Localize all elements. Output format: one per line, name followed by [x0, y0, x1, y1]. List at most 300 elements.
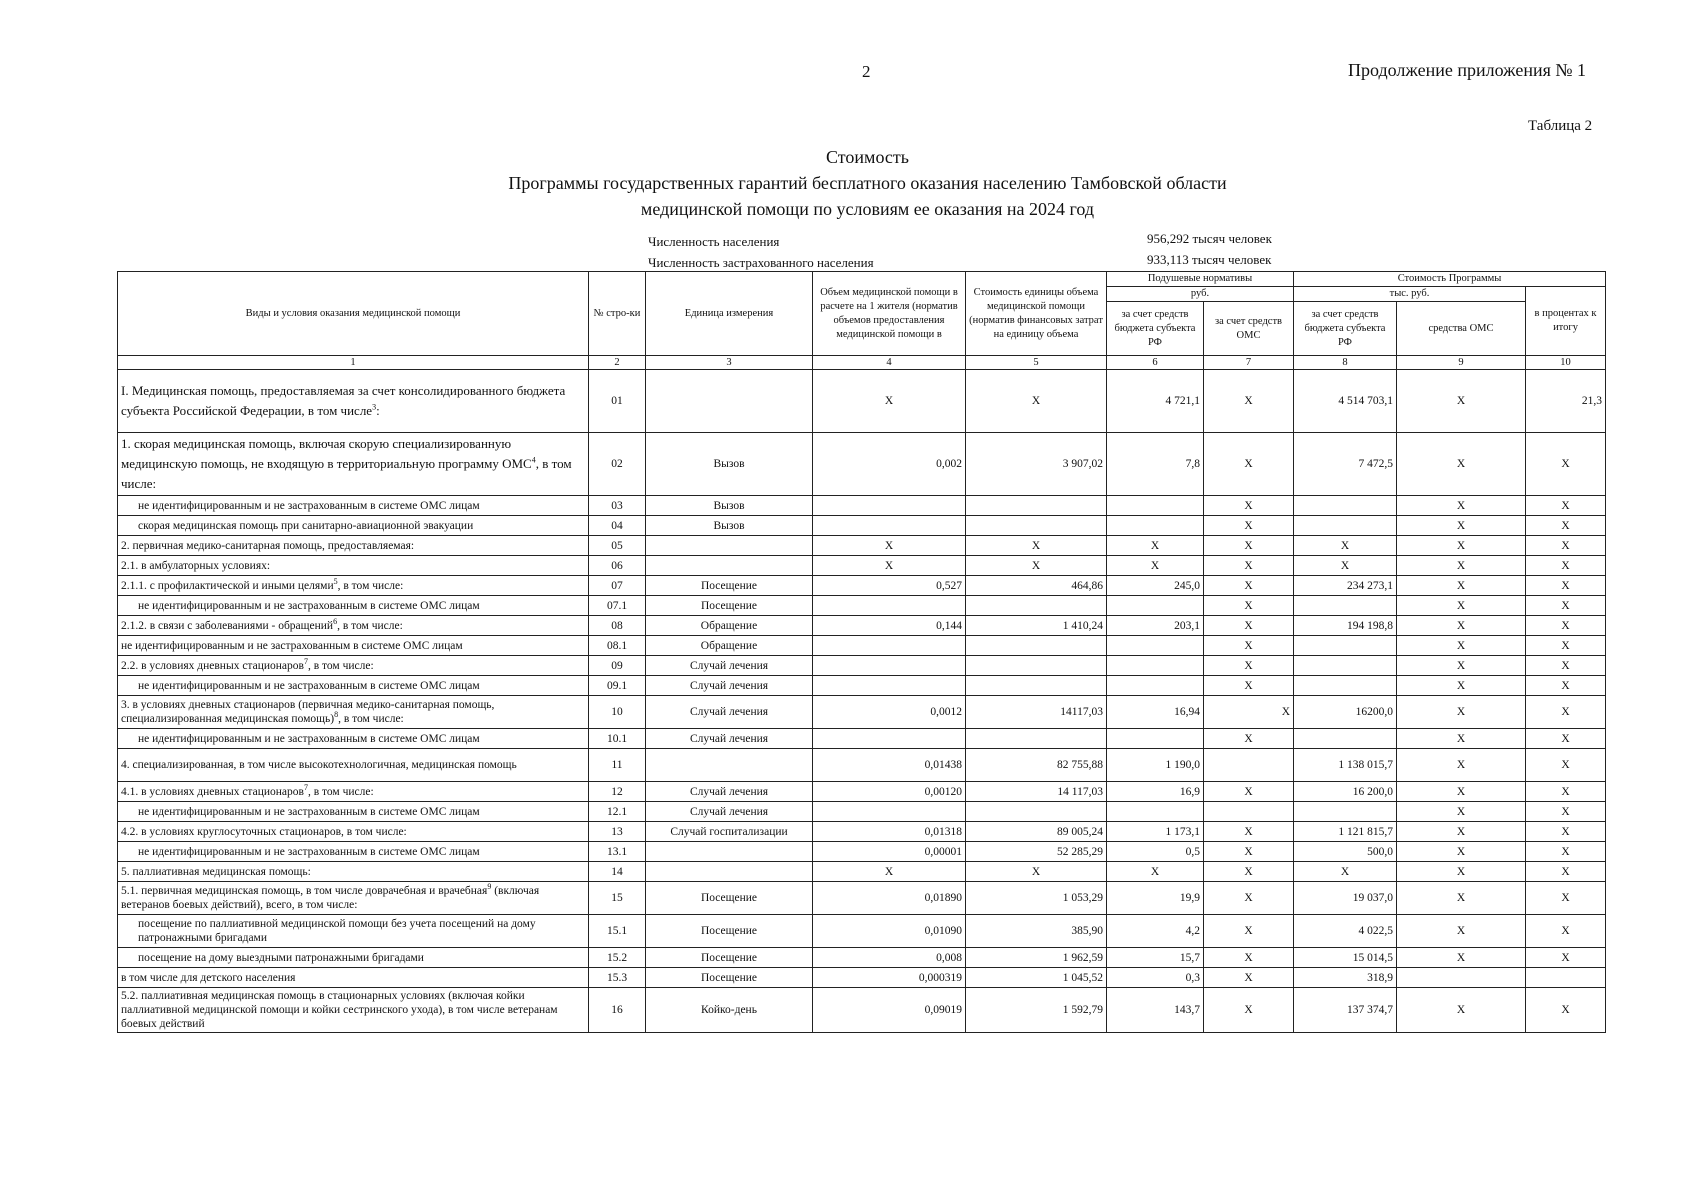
row-unit-cost: 464,86	[966, 576, 1107, 596]
table-row	[118, 842, 1606, 862]
row-volume	[813, 729, 966, 749]
table-row	[118, 616, 1606, 636]
row-cost-oms: X	[1397, 576, 1526, 596]
row-name	[118, 576, 589, 596]
row-unit-cost: X	[966, 862, 1107, 882]
row-name	[118, 536, 589, 556]
row-cost-budget: 4 514 703,1	[1294, 370, 1397, 433]
row-cost-budget: 1 121 815,7	[1294, 822, 1397, 842]
row-cost-budget	[1294, 636, 1397, 656]
row-unit	[646, 556, 813, 576]
row-cost-oms: X	[1397, 988, 1526, 1033]
table-row	[118, 988, 1606, 1033]
row-norm-oms	[1204, 749, 1294, 782]
table-row	[118, 576, 1606, 596]
row-volume	[813, 656, 966, 676]
population-label: Численность населения	[648, 234, 780, 249]
row-name	[118, 596, 589, 616]
row-line-number: 15	[589, 882, 646, 915]
insured-population-value: 933,113 тысяч человек	[1147, 252, 1272, 267]
row-cost-oms: X	[1397, 948, 1526, 968]
row-unit-cost: X	[966, 370, 1107, 433]
row-name	[118, 676, 589, 696]
row-line-number: 12	[589, 782, 646, 802]
row-norm-oms: X	[1204, 915, 1294, 948]
row-line-number: 07	[589, 576, 646, 596]
row-volume	[813, 802, 966, 822]
row-norm-budget: 203,1	[1107, 616, 1204, 636]
row-unit-cost	[966, 596, 1107, 616]
table-row	[118, 516, 1606, 536]
col-header-group-norms: Подушевые нормативы	[1107, 272, 1294, 287]
col-header-volume: Объем медицинской помощи в расчете на 1 жителя (норматив объемов предоставления медицинской помощи в	[813, 272, 966, 356]
row-name	[118, 370, 589, 433]
row-unit: Посещение	[646, 596, 813, 616]
row-volume	[813, 636, 966, 656]
row-name	[118, 616, 589, 636]
row-norm-budget	[1107, 656, 1204, 676]
row-volume: 0,527	[813, 576, 966, 596]
row-cost-oms: X	[1397, 496, 1526, 516]
row-volume: 0,144	[813, 616, 966, 636]
row-norm-oms: X	[1204, 696, 1294, 729]
row-line-number: 09	[589, 656, 646, 676]
row-name	[118, 433, 589, 496]
col-header-norms-unit: руб.	[1107, 287, 1294, 302]
table-row	[118, 948, 1606, 968]
row-cost-budget	[1294, 516, 1397, 536]
row-name	[118, 988, 589, 1033]
table-row	[118, 596, 1606, 616]
row-percent: X	[1526, 948, 1606, 968]
table-number: Таблица 2	[1528, 118, 1593, 134]
table-row	[118, 968, 1606, 988]
row-unit-cost: 3 907,02	[966, 433, 1107, 496]
row-norm-oms: X	[1204, 782, 1294, 802]
row-percent: X	[1526, 576, 1606, 596]
row-unit: Вызов	[646, 433, 813, 496]
row-percent: X	[1526, 556, 1606, 576]
row-norm-budget	[1107, 516, 1204, 536]
row-unit-cost	[966, 516, 1107, 536]
row-percent: 21,3	[1526, 370, 1606, 433]
row-percent: X	[1526, 882, 1606, 915]
table-row	[118, 862, 1606, 882]
row-cost-oms: X	[1397, 556, 1526, 576]
row-norm-oms: X	[1204, 433, 1294, 496]
row-cost-oms: X	[1397, 915, 1526, 948]
column-number: 2	[589, 356, 646, 370]
row-cost-oms: X	[1397, 516, 1526, 536]
row-norm-oms: X	[1204, 676, 1294, 696]
row-name-tail: , в том числе:	[307, 659, 374, 672]
row-unit-cost: 14 117,03	[966, 782, 1107, 802]
row-norm-budget: 143,7	[1107, 988, 1204, 1033]
row-norm-oms: X	[1204, 968, 1294, 988]
row-volume: 0,09019	[813, 988, 966, 1033]
row-name-text: 4. специализированная, в том числе высокотехнологичная, медицинская помощь	[121, 759, 517, 771]
row-norm-budget: 1 173,1	[1107, 822, 1204, 842]
insured-population-label: Численность застрахованного населения	[648, 255, 874, 270]
row-cost-oms: X	[1397, 676, 1526, 696]
row-name-tail: :	[376, 403, 380, 418]
row-unit: Посещение	[646, 576, 813, 596]
table-row	[118, 822, 1606, 842]
table-body	[118, 370, 1606, 1033]
col-header-percent: в процентах к итогу	[1526, 287, 1606, 356]
row-norm-oms: X	[1204, 536, 1294, 556]
row-name-text: не идентифицированным и не застрахованным в системе ОМС лицам	[138, 845, 480, 858]
row-volume	[813, 676, 966, 696]
row-line-number: 14	[589, 862, 646, 882]
row-norm-budget: 16,94	[1107, 696, 1204, 729]
row-norm-budget	[1107, 636, 1204, 656]
annex-label: Продолжение приложения № 1	[1348, 60, 1587, 80]
row-name	[118, 822, 589, 842]
row-unit: Случай госпитализации	[646, 822, 813, 842]
table-row	[118, 915, 1606, 948]
row-norm-budget: X	[1107, 556, 1204, 576]
row-percent: X	[1526, 496, 1606, 516]
row-line-number: 03	[589, 496, 646, 516]
footnote-mark: 8	[334, 710, 339, 720]
footnote-mark: 5	[333, 576, 338, 586]
footnote-mark: 7	[303, 656, 308, 666]
row-norm-budget: 0,3	[1107, 968, 1204, 988]
row-name-text: 5.2. паллиативная медицинская помощь в стационарных условиях (включая койки паллиативной медицинской помощи и койки сестринского ухода), в том числе ветеранам боевых действий	[121, 990, 558, 1030]
page-number: 2	[862, 62, 871, 81]
row-volume: X	[813, 556, 966, 576]
row-name	[118, 636, 589, 656]
row-unit-cost: 1 962,59	[966, 948, 1107, 968]
row-name	[118, 862, 589, 882]
col-header-type: Виды и условия оказания медицинской помощи	[118, 272, 589, 356]
row-cost-budget	[1294, 676, 1397, 696]
row-name-text: 1. скорая медицинская помощь, включая скорую специализированную медицинскую помощь, не входящую в территориальную программу ОМС	[121, 436, 532, 471]
row-norm-oms: X	[1204, 370, 1294, 433]
row-cost-budget	[1294, 656, 1397, 676]
row-name-text: не идентифицированным и не застрахованным в системе ОМС лицам	[121, 639, 463, 652]
row-name-tail: , в том числе:	[338, 713, 404, 725]
row-volume: 0,01438	[813, 749, 966, 782]
row-volume: 0,0012	[813, 696, 966, 729]
row-percent: X	[1526, 842, 1606, 862]
col-header-norm-oms: за счет средств ОМС	[1204, 302, 1294, 356]
footnote-mark: 6	[333, 616, 338, 626]
row-name-text: 2.2. в условиях дневных стационаров	[121, 659, 304, 672]
row-unit-cost: 1 053,29	[966, 882, 1107, 915]
row-percent: X	[1526, 988, 1606, 1033]
col-header-unit-cost: Стоимость единицы объема медицинской помощи (норматив финансовых затрат на единицу объема	[966, 272, 1107, 356]
row-norm-oms: X	[1204, 556, 1294, 576]
row-cost-budget: 318,9	[1294, 968, 1397, 988]
row-name	[118, 968, 589, 988]
row-unit: Обращение	[646, 636, 813, 656]
row-name	[118, 516, 589, 536]
row-name-text: посещение на дому выездными патронажными бригадами	[138, 951, 424, 964]
row-unit: Койко-день	[646, 988, 813, 1033]
row-unit-cost: X	[966, 536, 1107, 556]
row-cost-oms: X	[1397, 822, 1526, 842]
row-percent: X	[1526, 616, 1606, 636]
row-name-text: 5.1. первичная медицинская помощь, в том числе доврачебная и врачебная	[121, 885, 488, 897]
row-line-number: 15.2	[589, 948, 646, 968]
row-line-number: 13	[589, 822, 646, 842]
table-row	[118, 370, 1606, 433]
col-header-cost-budget: за счет средств бюджета субъекта РФ	[1294, 302, 1397, 356]
row-unit-cost: 385,90	[966, 915, 1107, 948]
row-cost-budget: 234 273,1	[1294, 576, 1397, 596]
row-norm-oms: X	[1204, 616, 1294, 636]
row-unit-cost	[966, 729, 1107, 749]
row-norm-oms: X	[1204, 882, 1294, 915]
row-name-text: не идентифицированным и не застрахованным в системе ОМС лицам	[138, 679, 480, 692]
col-header-line: № стро-ки	[589, 272, 646, 356]
row-norm-budget: X	[1107, 862, 1204, 882]
row-name-text: 4.1. в условиях дневных стационаров	[121, 785, 304, 798]
row-cost-budget: 16 200,0	[1294, 782, 1397, 802]
row-volume	[813, 596, 966, 616]
row-unit: Случай лечения	[646, 782, 813, 802]
row-norm-budget: 1 190,0	[1107, 749, 1204, 782]
row-percent: X	[1526, 915, 1606, 948]
row-name-text: 2. первичная медико-санитарная помощь, предоставляемая:	[121, 539, 415, 552]
footnote-mark: 9	[487, 882, 492, 892]
row-unit: Случай лечения	[646, 696, 813, 729]
row-line-number: 11	[589, 749, 646, 782]
row-cost-budget: X	[1294, 556, 1397, 576]
row-name-tail: , в том числе:	[337, 619, 403, 632]
row-norm-budget	[1107, 729, 1204, 749]
row-unit-cost	[966, 656, 1107, 676]
row-name	[118, 749, 589, 782]
row-name-text: не идентифицированным и не застрахованным в системе ОМС лицам	[138, 599, 480, 612]
row-unit-cost	[966, 802, 1107, 822]
population-value: 956,292 тысяч человек	[1147, 231, 1272, 246]
row-name-tail: , в том числе:	[121, 456, 572, 491]
table-row	[118, 556, 1606, 576]
row-percent	[1526, 968, 1606, 988]
row-name-text: скорая медицинская помощь при санитарно-авиационной эвакуации	[138, 519, 474, 532]
row-name	[118, 556, 589, 576]
cost-table	[117, 271, 1606, 1033]
table-row	[118, 433, 1606, 496]
row-percent: X	[1526, 822, 1606, 842]
row-cost-oms: X	[1397, 596, 1526, 616]
row-line-number: 15.1	[589, 915, 646, 948]
row-volume: 0,01890	[813, 882, 966, 915]
row-norm-oms: X	[1204, 596, 1294, 616]
row-unit-cost: 52 285,29	[966, 842, 1107, 862]
table-row	[118, 496, 1606, 516]
row-unit-cost	[966, 496, 1107, 516]
row-norm-budget: 0,5	[1107, 842, 1204, 862]
row-percent: X	[1526, 656, 1606, 676]
row-norm-oms: X	[1204, 822, 1294, 842]
row-volume: 0,01318	[813, 822, 966, 842]
row-volume	[813, 516, 966, 536]
row-volume: 0,01090	[813, 915, 966, 948]
row-cost-budget: 19 037,0	[1294, 882, 1397, 915]
row-cost-oms: X	[1397, 862, 1526, 882]
row-name-text: в том числе для детского населения	[121, 971, 296, 984]
row-line-number: 10.1	[589, 729, 646, 749]
row-unit: Обращение	[646, 616, 813, 636]
row-cost-oms	[1397, 968, 1526, 988]
row-name-text: 2.1.1. с профилактической и иными целями	[121, 579, 334, 592]
footnote-mark: 3	[372, 402, 377, 412]
row-cost-oms: X	[1397, 656, 1526, 676]
row-name-text: 4.2. в условиях круглосуточных стационаров, в том числе:	[121, 825, 407, 838]
table-row	[118, 749, 1606, 782]
table-row	[118, 696, 1606, 729]
table-row	[118, 802, 1606, 822]
row-name-text: не идентифицированным и не застрахованным в системе ОМС лицам	[138, 732, 480, 745]
row-norm-budget	[1107, 496, 1204, 516]
row-name	[118, 656, 589, 676]
row-cost-oms: X	[1397, 729, 1526, 749]
row-volume: X	[813, 536, 966, 556]
row-name	[118, 882, 589, 915]
row-cost-oms: X	[1397, 782, 1526, 802]
row-cost-budget: 500,0	[1294, 842, 1397, 862]
row-cost-oms: X	[1397, 802, 1526, 822]
col-header-group-cost: Стоимость Программы	[1294, 272, 1606, 287]
row-cost-budget: 16200,0	[1294, 696, 1397, 729]
row-norm-oms: X	[1204, 862, 1294, 882]
row-norm-oms: X	[1204, 656, 1294, 676]
title-line-3: медицинской помощи по условиям ее оказания на 2024 год	[640, 199, 1095, 219]
row-cost-budget	[1294, 496, 1397, 516]
row-norm-oms: X	[1204, 729, 1294, 749]
row-unit: Посещение	[646, 948, 813, 968]
row-line-number: 07.1	[589, 596, 646, 616]
row-unit-cost: 89 005,24	[966, 822, 1107, 842]
table-row	[118, 536, 1606, 556]
row-cost-oms: X	[1397, 696, 1526, 729]
row-cost-oms: X	[1397, 616, 1526, 636]
row-name	[118, 802, 589, 822]
row-name-text: не идентифицированным и не застрахованным в системе ОМС лицам	[138, 805, 480, 818]
row-line-number: 13.1	[589, 842, 646, 862]
row-unit-cost: X	[966, 556, 1107, 576]
row-unit: Посещение	[646, 968, 813, 988]
row-cost-budget: 137 374,7	[1294, 988, 1397, 1033]
row-line-number: 16	[589, 988, 646, 1033]
row-unit: Случай лечения	[646, 802, 813, 822]
row-norm-budget: 15,7	[1107, 948, 1204, 968]
column-number: 6	[1107, 356, 1204, 370]
row-volume: 0,002	[813, 433, 966, 496]
row-unit-cost: 14117,03	[966, 696, 1107, 729]
row-unit	[646, 749, 813, 782]
row-volume: 0,00001	[813, 842, 966, 862]
row-cost-budget: 15 014,5	[1294, 948, 1397, 968]
row-norm-oms: X	[1204, 948, 1294, 968]
table-row	[118, 636, 1606, 656]
row-line-number: 02	[589, 433, 646, 496]
row-name-text: 2.1.2. в связи с заболеваниями - обращений	[121, 619, 334, 632]
row-cost-budget: 7 472,5	[1294, 433, 1397, 496]
col-header-cost-oms: средства ОМС	[1397, 302, 1526, 356]
row-unit: Случай лечения	[646, 656, 813, 676]
row-line-number: 09.1	[589, 676, 646, 696]
row-unit-cost: 1 410,24	[966, 616, 1107, 636]
row-name-tail: , в том числе:	[337, 579, 404, 592]
row-line-number: 05	[589, 536, 646, 556]
title-line-1: Стоимость	[826, 147, 909, 167]
row-cost-oms: X	[1397, 636, 1526, 656]
row-percent: X	[1526, 596, 1606, 616]
table-row	[118, 729, 1606, 749]
column-number: 9	[1397, 356, 1526, 370]
row-name-text: не идентифицированным и не застрахованным в системе ОМС лицам	[138, 499, 480, 512]
row-norm-budget: 7,8	[1107, 433, 1204, 496]
row-name	[118, 842, 589, 862]
row-volume: X	[813, 370, 966, 433]
row-norm-budget: 4,2	[1107, 915, 1204, 948]
row-name	[118, 729, 589, 749]
row-name-text: 2.1. в амбулаторных условиях:	[121, 559, 271, 572]
row-norm-oms: X	[1204, 576, 1294, 596]
row-line-number: 08.1	[589, 636, 646, 656]
row-cost-budget: X	[1294, 536, 1397, 556]
row-norm-budget: 19,9	[1107, 882, 1204, 915]
row-unit: Вызов	[646, 516, 813, 536]
row-cost-oms: X	[1397, 749, 1526, 782]
row-volume: 0,000319	[813, 968, 966, 988]
column-number: 3	[646, 356, 813, 370]
row-norm-oms	[1204, 802, 1294, 822]
column-number: 1	[118, 356, 589, 370]
row-percent: X	[1526, 862, 1606, 882]
row-unit: Случай лечения	[646, 676, 813, 696]
row-unit-cost	[966, 676, 1107, 696]
col-header-norm-budget: за счет средств бюджета субъекта РФ	[1107, 302, 1204, 356]
footnote-mark: 7	[303, 782, 308, 792]
row-line-number: 15.3	[589, 968, 646, 988]
row-unit	[646, 862, 813, 882]
row-unit: Случай лечения	[646, 729, 813, 749]
row-norm-oms: X	[1204, 842, 1294, 862]
row-name-tail: , в том числе:	[307, 785, 374, 798]
row-unit	[646, 842, 813, 862]
row-line-number: 10	[589, 696, 646, 729]
column-number: 8	[1294, 356, 1397, 370]
row-unit: Вызов	[646, 496, 813, 516]
row-name	[118, 915, 589, 948]
row-name	[118, 948, 589, 968]
column-number: 10	[1526, 356, 1606, 370]
row-percent: X	[1526, 802, 1606, 822]
row-percent: X	[1526, 433, 1606, 496]
row-unit-cost: 1 045,52	[966, 968, 1107, 988]
row-cost-budget: 194 198,8	[1294, 616, 1397, 636]
row-unit-cost: 82 755,88	[966, 749, 1107, 782]
row-norm-oms: X	[1204, 516, 1294, 536]
row-line-number: 01	[589, 370, 646, 433]
row-name	[118, 496, 589, 516]
row-cost-oms: X	[1397, 370, 1526, 433]
row-name-text: I. Медицинская помощь, предоставляемая за счет консолидированного бюджета субъекта Российской Федерации, в том числе	[121, 383, 566, 418]
row-norm-budget: 245,0	[1107, 576, 1204, 596]
row-name-text: 5. паллиативная медицинская помощь:	[121, 865, 311, 878]
col-header-unit: Единица измерения	[646, 272, 813, 356]
row-cost-budget: 4 022,5	[1294, 915, 1397, 948]
row-percent: X	[1526, 636, 1606, 656]
row-name-text: 3. в условиях дневных стационаров (первичная медико-санитарная помощь, специализированная медицинская помощь)	[121, 699, 495, 725]
row-unit: Посещение	[646, 882, 813, 915]
